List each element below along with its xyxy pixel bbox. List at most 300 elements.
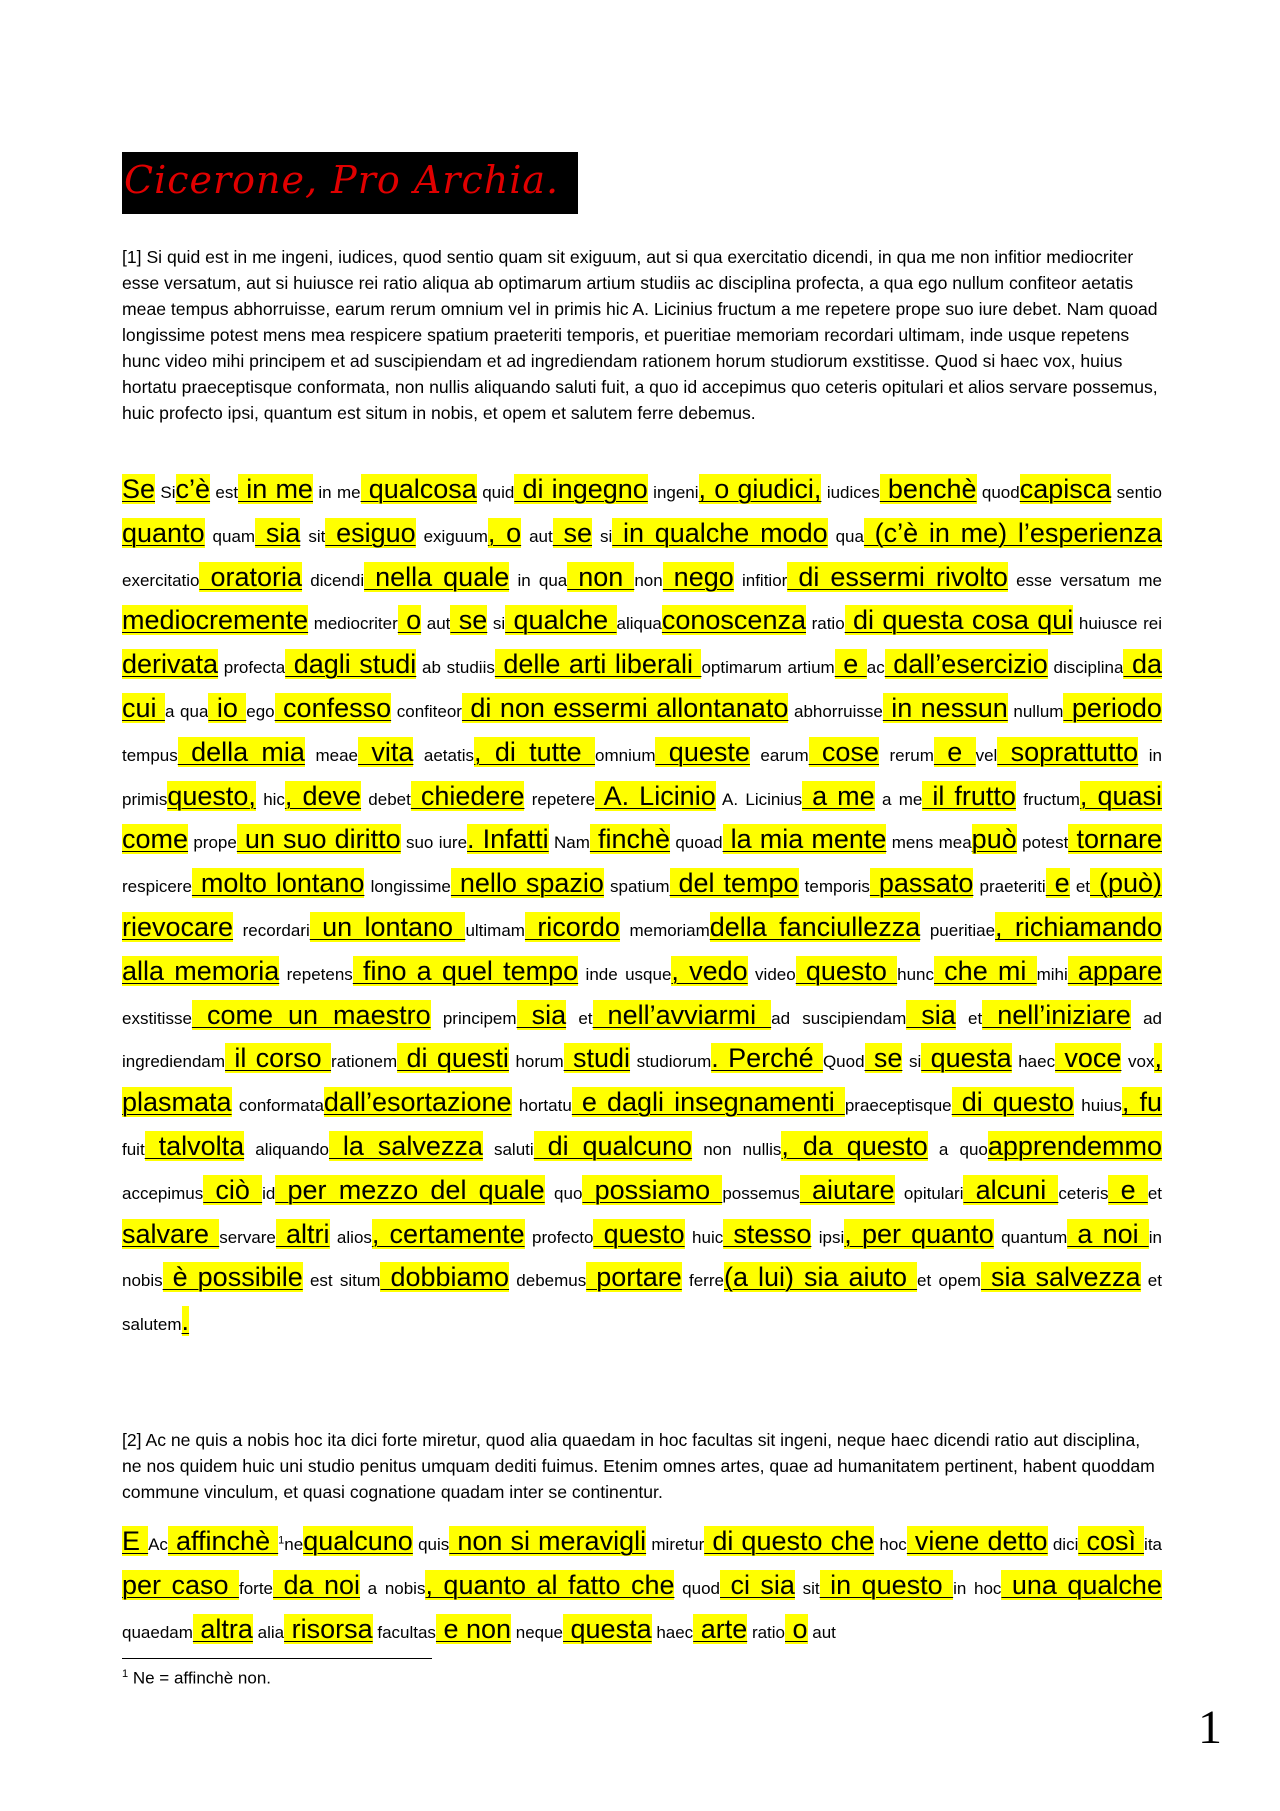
latin-word: horum: [508, 1052, 564, 1072]
token: [380, 1262, 587, 1293]
token: [799, 1174, 964, 1205]
latin-word: hoc: [874, 1535, 907, 1555]
italian-word: di questo che: [704, 1526, 875, 1557]
italian-word: vita: [358, 736, 414, 767]
italian-word: e: [1045, 868, 1070, 899]
italian-word: da cui: [122, 649, 1162, 723]
italian-word: E: [122, 1526, 149, 1557]
latin-word: ferre: [681, 1271, 724, 1291]
latin-word: et opem: [917, 1271, 981, 1291]
token: [208, 692, 275, 723]
italian-word: di essermi rivolto: [787, 561, 1008, 592]
latin-word: debemus: [509, 1271, 587, 1291]
italian-word: , deve: [284, 780, 362, 811]
latin-word: in qua: [509, 570, 568, 590]
italian-word: dobbiamo: [380, 1262, 510, 1293]
latin-word: alia: [252, 1622, 285, 1642]
latin-word: huiusce rei: [1073, 614, 1162, 634]
italian-word: questo: [795, 955, 898, 986]
token: [275, 1218, 372, 1249]
italian-word: , di tutte: [474, 736, 596, 767]
token: [524, 911, 710, 942]
italian-word: non si meravigli: [449, 1526, 647, 1557]
latin-word: A. Licinius: [715, 789, 803, 809]
italian-word: dall’esercizio: [884, 649, 1048, 680]
token: [122, 649, 286, 680]
latin-word: ego: [246, 701, 275, 721]
latin-word: miretur: [646, 1535, 705, 1555]
latin-word: quam: [204, 526, 256, 546]
italian-word: una qualche: [1001, 1570, 1162, 1601]
token: [882, 692, 1064, 723]
italian-word: la mia mente: [722, 824, 887, 855]
latin-word: pueritiae: [920, 920, 996, 940]
token: [1078, 1526, 1163, 1557]
token: [122, 1218, 276, 1249]
token: [144, 1130, 329, 1161]
italian-word: queste: [655, 736, 750, 767]
token: [951, 1087, 1122, 1118]
latin-word: aliqua: [616, 614, 662, 634]
latin-word: a nobis: [360, 1579, 426, 1599]
italian-word: finchè: [589, 824, 671, 855]
token: [563, 1613, 694, 1644]
italian-word: ci sia: [720, 1570, 795, 1601]
latin-word: temporis: [798, 877, 870, 897]
italian-word: o: [397, 605, 422, 636]
latin-word: rationem: [331, 1052, 398, 1072]
italian-word: ciò: [203, 1174, 263, 1205]
token: [162, 1262, 381, 1293]
latin-word: profecta: [218, 658, 286, 678]
italian-word: viene detto: [906, 1526, 1048, 1557]
latin-word: opitulari: [894, 1183, 964, 1203]
italian-word: in questo: [819, 1570, 954, 1601]
latin-word: in hoc: [953, 1579, 1002, 1599]
italian-word: ricordo: [524, 911, 620, 942]
latin-word: et salutem: [122, 1271, 1162, 1335]
latin-word: dicendi: [302, 570, 365, 590]
italian-word: .: [181, 1306, 190, 1337]
token: [435, 1613, 564, 1644]
italian-word: , da questo: [781, 1130, 928, 1161]
token: [671, 955, 796, 986]
footnote-text: Ne = affinchè non.: [128, 1668, 271, 1688]
italian-word: , quasi come: [122, 780, 1162, 855]
token: [869, 868, 1046, 899]
italian-word: , plasmata: [122, 1043, 1162, 1118]
italian-word: aiutare: [799, 1174, 895, 1205]
latin-word: si: [487, 614, 506, 634]
latin-word: dici: [1047, 1535, 1079, 1555]
italian-word: salvare: [122, 1218, 220, 1249]
token: [586, 1262, 724, 1293]
token: [723, 1262, 981, 1293]
italian-word: tornare: [1068, 824, 1162, 855]
latin-word: disciplina: [1047, 658, 1124, 678]
italian-word: di questo: [951, 1087, 1074, 1118]
italian-word: (può) rievocare: [122, 868, 1162, 942]
latin-word: exiguum: [415, 526, 488, 546]
latin-word: suo iure: [400, 833, 468, 853]
italian-word: portare: [586, 1262, 682, 1293]
latin-word: quantum: [993, 1227, 1068, 1247]
italian-word: se: [552, 517, 592, 548]
italian-word: è possibile: [162, 1262, 303, 1293]
latin-word: forte: [238, 1579, 274, 1599]
latin-word: est: [210, 483, 239, 502]
latin-word: servare: [219, 1227, 276, 1247]
italian-word: in me: [238, 474, 313, 504]
italian-word: la salvezza: [329, 1130, 483, 1161]
italian-word: (a lui) sia aiuto: [723, 1262, 918, 1293]
token: [655, 736, 809, 767]
token: [552, 517, 613, 548]
italian-word: confesso: [274, 692, 392, 723]
token: [329, 1130, 534, 1161]
italian-word: cose: [808, 736, 879, 767]
italian-word: , richiamando alla memoria: [122, 911, 1162, 986]
token: [236, 824, 468, 855]
italian-word: sia: [906, 999, 956, 1030]
italian-word: , certamente: [371, 1218, 525, 1249]
token: [906, 999, 983, 1030]
token: [192, 1613, 285, 1644]
token: [225, 1043, 398, 1074]
latin-word: qua: [827, 526, 864, 546]
token: [191, 868, 451, 899]
token: [582, 1174, 800, 1205]
page-number: 1: [1198, 1701, 1222, 1754]
italian-word: capisca: [1019, 474, 1112, 504]
token: [275, 1174, 583, 1205]
italian-word: un suo diritto: [236, 824, 401, 855]
token: [781, 1130, 988, 1161]
italian-word: di questa cosa qui: [844, 605, 1074, 636]
latin-word: quis: [412, 1535, 450, 1555]
italian-word: a me: [802, 780, 875, 811]
token: [698, 474, 880, 504]
token: [704, 1526, 907, 1557]
latin-word: quoad: [670, 833, 723, 853]
token: [1055, 1043, 1155, 1074]
italian-word: , fu: [1121, 1087, 1163, 1118]
latin-word: praeceptisque: [844, 1096, 952, 1116]
token: [906, 1526, 1079, 1557]
latin-word: ratio: [747, 1622, 786, 1642]
italian-word: questo,: [167, 780, 256, 811]
translation-paragraph-1: [122, 470, 1162, 1346]
latin-word: accepimus: [122, 1183, 204, 1203]
token: [808, 736, 934, 767]
latin-word: quaedam: [122, 1622, 193, 1642]
italian-word: può: [971, 824, 1017, 855]
italian-word: quanto: [122, 517, 205, 548]
token: [449, 1526, 705, 1557]
latin-word: confiteor: [391, 701, 462, 721]
italian-word: qualche: [505, 605, 617, 636]
latin-word: sit: [794, 1579, 820, 1599]
italian-word: per mezzo del quale: [275, 1174, 545, 1205]
italian-word: chiedere: [410, 780, 525, 811]
footnote-separator: [122, 1658, 432, 1659]
latin-word: in me: [312, 483, 361, 502]
latin-word: tempus: [122, 745, 178, 765]
italian-word: a noi: [1067, 1218, 1149, 1249]
latin-word: exstitisse: [122, 1008, 192, 1028]
token: [255, 517, 326, 548]
translation-paragraph-2: [122, 1522, 1162, 1654]
token: [284, 1613, 436, 1644]
italian-word: o: [785, 1613, 808, 1644]
token: [1108, 1174, 1162, 1205]
token: [834, 649, 885, 680]
token: [844, 605, 1162, 636]
italian-word: passato: [869, 868, 974, 899]
italian-word: stesso: [723, 1218, 812, 1249]
latin-word: conformata: [231, 1096, 324, 1116]
italian-word: che mi: [934, 955, 1037, 986]
italian-word: il corso: [225, 1043, 332, 1074]
latin-word: inde usque: [578, 964, 672, 984]
latin-word: facultas: [372, 1622, 436, 1642]
token: [723, 1218, 845, 1249]
italian-word: Se: [122, 474, 156, 504]
italian-word: del tempo: [669, 868, 799, 899]
latin-word: et: [955, 1008, 983, 1028]
latin-word: ceteris: [1058, 1183, 1109, 1203]
token: [285, 649, 495, 680]
latin-word: repetere: [524, 789, 596, 809]
latin-word: esse versatum me: [1007, 570, 1162, 590]
token: [177, 736, 359, 767]
latin-word: ingeni: [647, 483, 699, 502]
token: [785, 1613, 836, 1644]
italian-word: conoscenza: [661, 605, 806, 636]
latin-word: aetatis: [413, 745, 474, 765]
token: [844, 1218, 1068, 1249]
italian-word: dagli studi: [285, 649, 417, 680]
italian-word: di ingegno: [514, 474, 648, 504]
latin-word: haec: [1011, 1052, 1056, 1072]
latin-word: mediocriter: [308, 614, 398, 634]
italian-word: , o giudici,: [698, 474, 822, 504]
italian-word: benchè: [879, 474, 977, 504]
token: [191, 999, 517, 1030]
latin-word: quod: [674, 1579, 720, 1599]
italian-word: apprendemmo: [987, 1130, 1162, 1161]
italian-word: di qualcuno: [533, 1130, 693, 1161]
token: [589, 824, 723, 855]
italian-word: , o: [487, 517, 522, 548]
token: [612, 517, 864, 548]
italian-word: e: [1108, 1174, 1148, 1205]
latin-word: aut: [421, 614, 451, 634]
token: [358, 736, 474, 767]
token: [167, 780, 285, 811]
italian-word: come un maestro: [191, 999, 431, 1030]
italian-word: e dagli insegnamenti: [571, 1087, 845, 1118]
italian-word: (c’è in me) l’esperienza: [863, 517, 1163, 548]
latin-word: quo: [544, 1183, 583, 1203]
token: [450, 605, 506, 636]
latin-word: ipsi: [811, 1227, 845, 1247]
latin-word: respicere: [122, 877, 192, 897]
token: [795, 955, 934, 986]
latin-word: omnium: [595, 745, 656, 765]
token: [303, 1526, 450, 1557]
latin-word: aut: [521, 526, 553, 546]
italian-word: c’è: [175, 474, 211, 504]
latin-word: earum: [749, 745, 809, 765]
latin-word: vel: [975, 745, 998, 765]
italian-word: periodo: [1063, 692, 1162, 723]
latin-word: ita: [1144, 1535, 1163, 1555]
token: [592, 999, 907, 1030]
latin-word: infitior: [733, 570, 788, 590]
token: [352, 955, 672, 986]
italian-word: nego: [662, 561, 734, 592]
italian-word: e: [834, 649, 867, 680]
italian-word: di questi: [397, 1043, 509, 1074]
italian-word: possiamo: [582, 1174, 723, 1205]
latin-word: debet: [361, 789, 411, 809]
latin-word: prope: [188, 833, 237, 853]
latin-word: fuit: [122, 1139, 145, 1159]
token: [181, 1306, 190, 1337]
latin-word: a qua: [164, 701, 209, 721]
token: [720, 1570, 820, 1601]
latin-word: spatium: [603, 877, 670, 897]
latin-word: hic: [255, 789, 285, 809]
latin-word: haec: [651, 1622, 694, 1642]
token: [467, 824, 590, 855]
token: [397, 605, 451, 636]
token: [1045, 868, 1091, 899]
latin-word: in nobis: [122, 1227, 1162, 1291]
token: [819, 1570, 1002, 1601]
token: [199, 561, 365, 592]
italian-word: fino a quel tempo: [352, 955, 579, 986]
latin-word: iudices: [821, 483, 880, 502]
token: [934, 955, 1068, 986]
italian-word: nella quale: [364, 561, 510, 592]
latin-word: si: [592, 526, 613, 546]
token: [323, 1087, 572, 1118]
token: [238, 474, 361, 504]
latin-word: est situm: [302, 1271, 381, 1291]
token: [514, 474, 699, 504]
latin-word: memoriam: [619, 920, 710, 940]
token: [516, 999, 593, 1030]
latin-word: id: [262, 1183, 276, 1203]
italian-word: sia: [255, 517, 301, 548]
latin-word: exercitatio: [122, 570, 200, 590]
token: [325, 517, 488, 548]
italian-word: mediocremente: [122, 605, 309, 636]
latin-word: ad ingrediendam: [122, 1008, 1162, 1072]
token: [709, 911, 996, 942]
latin-word: vox: [1121, 1052, 1155, 1072]
latin-word: rerum: [878, 745, 934, 765]
latin-word: ne: [284, 1535, 304, 1555]
italian-word: non: [567, 561, 635, 592]
token: [884, 649, 1124, 680]
latin-word: Nam: [548, 833, 590, 853]
token: [661, 605, 845, 636]
latin-word: longissime: [364, 877, 451, 897]
token: [360, 474, 515, 504]
italian-word: se: [864, 1043, 903, 1074]
latin-word: sentio: [1111, 483, 1162, 502]
italian-word: il frutto: [922, 780, 1016, 811]
latin-word: mihi: [1036, 964, 1068, 984]
latin-paragraph-1: [1] Si quid est in me ingeni, iudices, quod sentio quam sit exiguum, aut si qua exercitatio dicendi, in qua me non infitior mediocriter esse versatum, aut si huiusce rei ratio aliqua ab optimarum artium studiis ac disciplina profecta, a qua ego nullum confiteor aetatis meae tempus abhorruisse, earum rerum omnium vel in primis hic A. Licinius fructum a me repetere prope suo iure debet. Nam quoad longissime potest mens mea respicere spatium praeteriti temporis, et pueritiae memoriam recordari ultimam, inde usque repetens hunc video mihi principem et ad suscipiendam et ad ingrediendam rationem horum studiorum exstitisse. Quod si haec vox, huius hortatu praeceptisque conformata, non nullis aliquando saluti fuit, a quo id accepimus quo ceteris opitulari et alios servare possemus, huic profecto ipsi, quantum est situm in nobis, et opem et salutem ferre debemus.: [122, 247, 1158, 423]
italian-word: talvolta: [144, 1130, 245, 1161]
title-banner: [122, 152, 578, 214]
latin-word: video: [747, 964, 796, 984]
italian-word: sia salvezza: [980, 1262, 1141, 1293]
token: [122, 474, 176, 504]
latin-paragraph-2: [2] Ac ne quis a nobis hoc ita dici forte miretur, quod alia quaedam in hoc facultas sit ingeni, neque haec dicendi ratio aut disciplina, ne nos quidem huic uni studio penitus umquam dediti fuimus. Etenim omnes artes, quae ad humanitatem pertinent, habent quoddam commune vinculum, et quasi cognatione quadam inter se continentur.: [122, 1430, 1155, 1502]
latin-word: ratio: [805, 614, 845, 634]
token: [802, 780, 923, 811]
document-title: Cicerone, Pro Archia.: [124, 158, 560, 202]
latin-word: et: [566, 1008, 593, 1028]
latin-word: praeteriti: [973, 877, 1046, 897]
token: [722, 824, 972, 855]
italian-word: studi: [563, 1043, 631, 1074]
latin-word: studiorum: [630, 1052, 712, 1072]
latin-word: meae: [304, 745, 359, 765]
latin-word: quid: [476, 483, 515, 502]
italian-word: questa: [921, 1043, 1012, 1074]
italian-word: alcuni: [963, 1174, 1059, 1205]
latin-word: possemus: [722, 1183, 800, 1203]
italian-word: molto lontano: [191, 868, 365, 899]
token: [567, 561, 663, 592]
latin-word: a me: [874, 789, 923, 809]
latin-word: huic: [684, 1227, 724, 1247]
footnote-mark: 1: [122, 1668, 129, 1680]
italian-word: , vedo: [671, 955, 748, 986]
italian-word: derivata: [122, 649, 219, 680]
latin-word: et: [1147, 1183, 1162, 1203]
italian-word: nello spazio: [450, 868, 604, 899]
latin-word: hortatu: [511, 1096, 572, 1116]
token: [487, 517, 553, 548]
token: [593, 1218, 724, 1249]
token: [371, 1218, 594, 1249]
latin-word: Ac: [148, 1535, 168, 1555]
latin-word: ac: [866, 658, 885, 678]
italian-word: e non: [435, 1613, 512, 1644]
italian-word: altri: [275, 1218, 330, 1249]
token: [933, 736, 998, 767]
latin-word: abhorruisse: [788, 701, 883, 721]
italian-word: . Perché: [711, 1043, 823, 1074]
italian-word: A. Licinio: [595, 780, 716, 811]
token: [273, 1570, 426, 1601]
latin-word: sit: [300, 526, 326, 546]
token: [410, 780, 596, 811]
italian-word: esiguo: [325, 517, 416, 548]
latin-word: si: [902, 1052, 922, 1072]
token: [122, 1526, 168, 1557]
italian-word: della mia: [177, 736, 305, 767]
token: [971, 824, 1069, 855]
italian-word: in nessun: [882, 692, 1008, 723]
